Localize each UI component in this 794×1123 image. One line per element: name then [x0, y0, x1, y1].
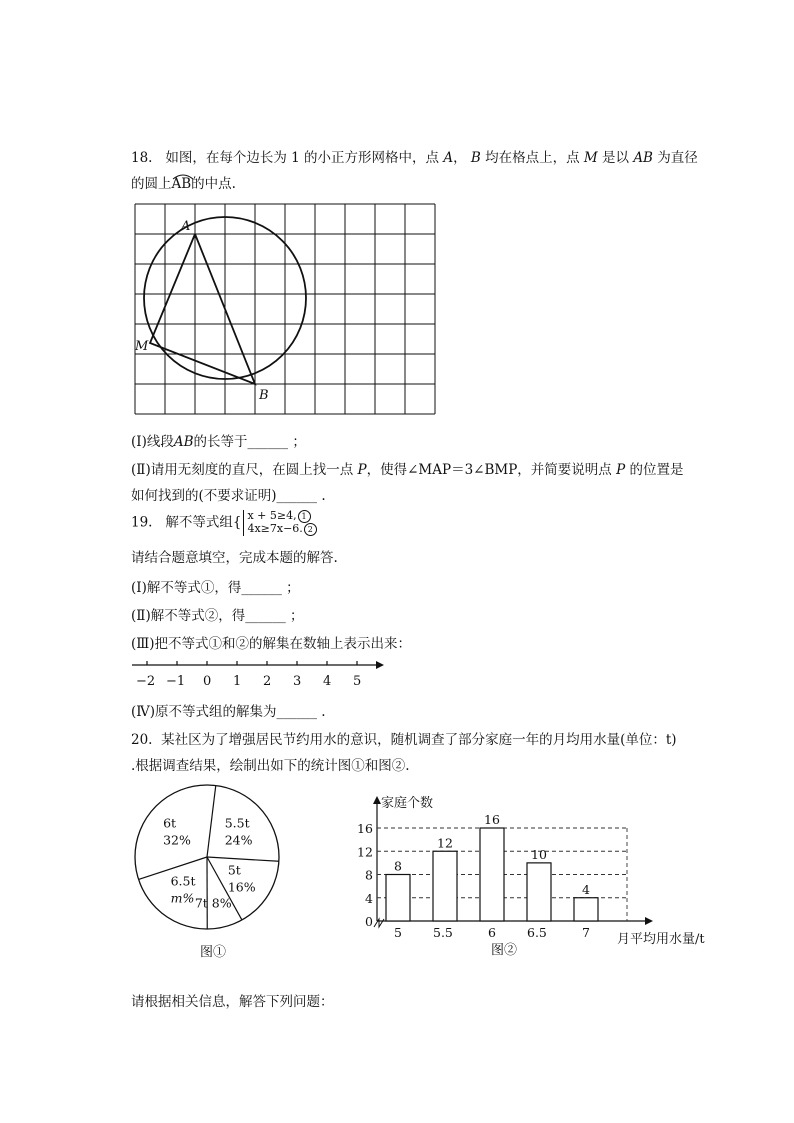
number-line: [130, 652, 390, 692]
fig1-caption: 图①: [200, 945, 227, 960]
q20-number: 20.: [131, 732, 153, 748]
y-tick-label: 4: [365, 890, 373, 906]
pie-slice-label: 6.5t: [170, 873, 196, 889]
y-axis-arrow: [373, 796, 381, 804]
pie-slice-value: 16%: [227, 879, 256, 895]
bar: [527, 863, 551, 921]
number-line-tick-label: 3: [293, 674, 302, 689]
point-b-label: B: [259, 388, 269, 403]
bar: [574, 898, 598, 921]
grid-circle-figure: [120, 200, 450, 420]
q19-part1: (Ⅰ)解不等式①，得______ ；: [131, 580, 300, 596]
arc-over-ab: [172, 172, 194, 180]
q19-part4: (Ⅳ)原不等式组的解集为______ .: [131, 704, 326, 720]
y-tick-label: 16: [357, 821, 373, 836]
q18-stem-line1: 18. 如图，在每个边长为 1 的小正方形网格中，点 A， B 均在格点上，点 M 是以 AB 为直径: [131, 150, 698, 166]
pie-labels: [163, 815, 256, 910]
q19-part2: (Ⅱ)解不等式②，得______ ；: [131, 608, 304, 624]
bar-value-label: 10: [531, 846, 547, 862]
bar: [386, 875, 410, 922]
triangle-amb: [150, 234, 255, 384]
number-line-tick-label: 2: [263, 674, 272, 689]
bar: [480, 828, 504, 921]
q18-part1: (Ⅰ)线段AB的长等于______ ；: [131, 434, 306, 450]
q18-part2-line2: 如何找到的(不要求证明)______ .: [131, 488, 326, 504]
y-axis-title: 家庭个数: [381, 796, 434, 811]
inequality-system: x + 5≥4, 1 4x≥7x−6. 2: [243, 510, 316, 536]
pie-slice-value: 32%: [163, 832, 191, 848]
number-line-tick-label: 0: [203, 674, 212, 689]
x-tick-label: 7: [582, 925, 590, 940]
bar-value-label: 8: [394, 858, 402, 874]
number-line-tick-label: 5: [353, 674, 362, 689]
x-axis-arrow: [645, 917, 653, 925]
grid-lines: [135, 204, 435, 414]
y-tick-label: 12: [357, 844, 373, 860]
bar: [433, 851, 457, 921]
q19-intro: 请结合题意填空，完成本题的解答.: [131, 550, 338, 566]
pie-slice-label: 7t 8%: [194, 895, 232, 911]
number-line-tick-label: −1: [166, 674, 186, 689]
q18-number: 18.: [131, 150, 153, 166]
x-tick-label: 5.5: [433, 925, 453, 940]
x-tick-label: 5: [394, 925, 402, 940]
number-line-tick-label: −2: [136, 674, 156, 689]
pie-slice-value: 24%: [224, 832, 253, 848]
q20-footer: 请根据相关信息，解答下列问题：: [131, 994, 334, 1010]
bar-value-label: 4: [582, 881, 590, 897]
q19-number: 19.: [131, 514, 153, 531]
q18-part2: (Ⅱ)请用无刻度的直尺，在圆上找一点 P，使得∠MAP＝3∠BMP，并简要说明点 P 的位置是: [131, 462, 684, 478]
x-axis-title: 月平均用水量/t: [617, 932, 705, 947]
x-tick-label: 6: [488, 925, 496, 940]
pie-slice-value: m%: [170, 890, 195, 906]
bar-value-label: 12: [437, 835, 453, 851]
y-tick-label: 0: [365, 914, 373, 929]
point-a-label: A: [181, 219, 191, 234]
y-tick-label: 8: [365, 867, 373, 883]
fig2-caption: 图②: [491, 943, 518, 958]
number-line-tick-label: 4: [323, 674, 332, 689]
pie-slice-label: 5.5t: [224, 815, 250, 831]
pie-chart: [130, 780, 290, 965]
x-tick-label: 6.5: [527, 925, 547, 940]
arc-ab-label: AB: [171, 176, 192, 192]
bar-chart: [355, 788, 735, 963]
pie-slice-label: 6t: [163, 815, 177, 831]
bar-value-label: 16: [484, 812, 500, 827]
q19-stem: 19. 解不等式组{ x + 5≥4, 1 4x≥7x−6. 2: [131, 510, 317, 536]
pie-slice-border: [207, 786, 216, 857]
number-line-tick-label: 1: [233, 674, 242, 689]
axis-break-mark: [374, 919, 384, 927]
q20-stem: 20. 某社区为了增强居民节约用水的意识，随机调查了部分家庭一年的月均用水量(单位：t): [131, 732, 677, 748]
q18-stem-line2: 的圆上AB的中点.: [131, 176, 236, 192]
q19-part3: (Ⅲ)把不等式①和②的解集在数轴上表示出来：: [131, 636, 412, 652]
q20-stem-line2: .根据调查结果，绘制出如下的统计图①和图②.: [131, 758, 410, 774]
pie-slice-label: 5t: [227, 862, 241, 878]
pie-slice-border: [207, 857, 279, 861]
point-m-label: M: [135, 339, 149, 354]
bar-layer: [357, 796, 653, 940]
